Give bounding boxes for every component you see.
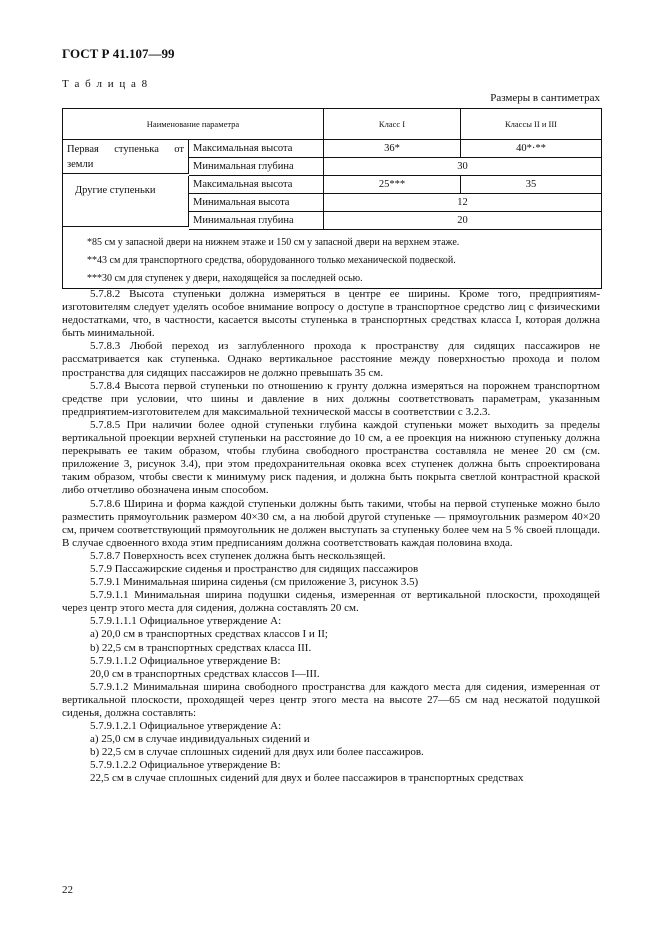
document-header: ГОСТ Р 41.107—99 [62, 46, 175, 61]
table-group-other-steps [63, 176, 601, 230]
value-class1: 36* [324, 140, 461, 158]
param-name: Минимальная глубина [189, 158, 324, 176]
table-row [189, 158, 601, 176]
table-header-row [63, 109, 601, 140]
table-row [189, 140, 601, 158]
list-item: b) 22,5 см в транспортных средствах класса III. [90, 641, 312, 654]
paragraph: 5.7.9.1.1.1 Официальное утверждение А: [90, 615, 282, 628]
paragraph: 5.7.9 Пассажирские сиденья и пространство для сидящих пассажиров [90, 562, 419, 575]
param-name: Максимальная высота [189, 176, 324, 194]
value-class23: 35 [461, 176, 601, 194]
paragraph: 5.7.8.7 Поверхность всех ступенек должна быть нескользящей. [90, 549, 386, 562]
paragraph: 20,0 см в транспортных средствах классов I—III. [90, 667, 320, 680]
paragraph: 5.7.8.5 При наличии более одной ступеньки глубина каждой ступеньки может выходить за пределы вертикальной проекции верхней ступеньки на расстояние до 10 см, а ее проекция на нижнюю ступеньку должна перекрывать ее таким образом, чтобы глубина свободного пространства составляла не менее 20 см (см. приложение 3, рисунок 3.4), при этом предохранительная оковка всех ступенек должна быть спроектирована таким образом, чтобы свести к минимуму риск падения, и должна быть покрыта светлой контрастной краской либо отчетливо обозначена иным способом. [62, 418, 600, 497]
paragraph: 5.7.9.1.2.1 Официальное утверждение А: [90, 720, 282, 733]
footnote: **43 см для транспортного средства, оборудованного только механической подвеской. [87, 255, 456, 266]
table-row [189, 212, 601, 230]
table-row [189, 194, 601, 212]
value-all-classes: 12 [324, 194, 601, 212]
footnote: ***30 см для ступенек у двери, находящейся за последней осью. [87, 273, 363, 284]
paragraph: 5.7.8.2 Высота ступеньки должна измеряться в центре ее ширины. Кроме того, предприятиям-изготовителям следует уделять особое внимание вопросу о доступе в транспортное средство лиц с физическими недостатками, что, в частности, касается высоты ступенька в транспортных средствах класса I, которая должна быть минимальной. [62, 288, 600, 340]
table-caption: Т а б л и ц а 8 [62, 78, 149, 90]
paragraph: 22,5 см в случае сплошных сидений для двух и более пассажиров в транспортных средствах [90, 772, 524, 785]
param-name: Максимальная высота [189, 140, 324, 158]
parameters-table [62, 108, 602, 289]
value-class23: 40*·** [461, 140, 601, 158]
table-group-first-step [63, 140, 601, 176]
paragraph: 5.7.8.6 Ширина и форма каждой ступеньки должны быть такими, чтобы на первой ступеньке можно было разместить прямоугольник размером 40×30 см, а на любой другой ступеньке — прямоугольник размером 40×20 см, причем соответствующий прямоугольник не должен выступать за ступеньку более чем на 5 % своей площади. В случае сдвоенного входа этим предписаниям должна соответствовать каждая половина входа. [62, 497, 600, 549]
paragraph: 5.7.9.1.2.2 Официальное утверждение В: [90, 759, 281, 772]
header-param: Наименование параметра [63, 109, 324, 140]
group-other-steps-rows [189, 176, 601, 230]
table-footnotes [63, 230, 601, 288]
value-class1: 25*** [324, 176, 461, 194]
document-body [62, 288, 600, 786]
list-item: a) 25,0 см в случае индивидуальных сидений и [90, 733, 310, 746]
paragraph: 5.7.8.3 Любой переход из заглубленного прохода к пространству для сидящих пассажиров не рассматривается как ступенька. Однако вертикальное расстояние между поверхностью прохода и полом пространства для сидящих пассажиров не должно превышать 35 см. [62, 340, 600, 379]
table-row [189, 176, 601, 194]
param-name: Минимальная высота [189, 194, 324, 212]
header-class23: Классы II и III [461, 109, 601, 140]
value-all-classes: 20 [324, 212, 601, 230]
paragraph: 5.7.9.1.2 Минимальная ширина свободного пространства для каждого места для сидения, измеренная от вертикальной плоскости, проходящей через центр этого места на высоте 27—65 см над несжатой подушкой сиденья, должна составлять: [62, 680, 600, 719]
param-name: Минимальная глубина [189, 212, 324, 230]
list-item: a) 20,0 см в транспортных средствах классов I и II; [90, 628, 328, 641]
list-item: b) 22,5 см в случае сплошных сидений для двух или более пассажиров. [90, 746, 424, 759]
group-first-step: Первая ступенька от земли [63, 140, 189, 174]
paragraph: 5.7.9.1 Минимальная ширина сиденья (см приложение 3, рисунок 3.5) [90, 576, 419, 589]
group-other-steps: Другие ступеньки [63, 176, 189, 227]
paragraph: 5.7.8.4 Высота первой ступеньки по отношению к грунту должна измеряться на порожнем транспортном средстве при условии, что шины и давление в них должны соответствовать параметрам, указанным предприятием-изготовителем для максимальной технической массы в соответствии с 3.2.3. [62, 379, 600, 418]
value-all-classes: 30 [324, 158, 601, 176]
paragraph: 5.7.9.1.1 Минимальная ширина подушки сиденья, измеренная от вертикальной плоскости, проходящей через центр этого места для сидения, должна составлять 20 см. [62, 589, 600, 615]
group-first-step-rows [189, 140, 601, 176]
header-class1: Класс I [324, 109, 461, 140]
footnote: *85 см у запасной двери на нижнем этаже и 150 см у запасной двери на верхнем этаже. [87, 237, 460, 248]
paragraph: 5.7.9.1.1.2 Официальное утверждение В: [90, 654, 281, 667]
page-number: 22 [62, 884, 73, 896]
table-units: Размеры в сантиметрах [490, 92, 600, 104]
